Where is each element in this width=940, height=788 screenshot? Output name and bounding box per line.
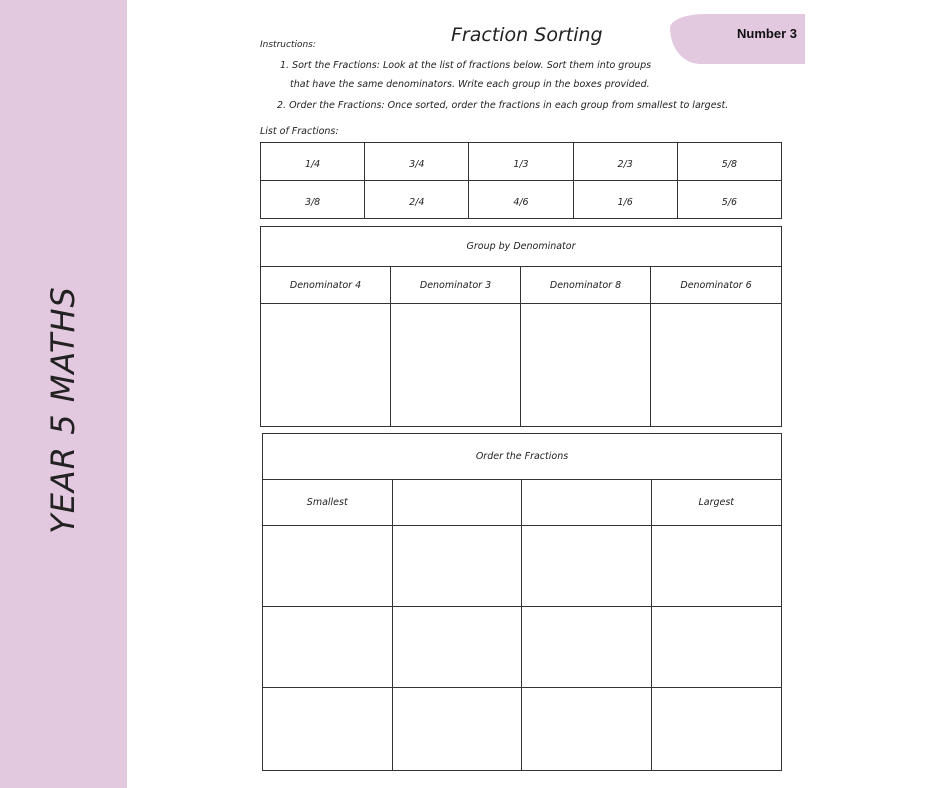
worksheet — [255, 14, 805, 774]
answer-box[interactable] — [263, 607, 393, 687]
fraction-list-heading: List of Fractions: — [260, 126, 339, 137]
group-answer-row — [261, 304, 781, 426]
answer-box[interactable] — [522, 607, 652, 687]
order-column-header — [263, 480, 393, 525]
answer-box[interactable] — [652, 526, 782, 606]
column-label: Denominator 8 — [549, 279, 622, 291]
instructions-heading: Instructions: — [260, 40, 316, 50]
fraction-cell: 5/8 — [721, 159, 738, 170]
order-heading-row — [263, 434, 781, 480]
order-answer-row — [263, 688, 781, 770]
fraction-cell: 1/3 — [513, 159, 529, 170]
fraction-cell: 2/3 — [617, 159, 633, 170]
answer-box[interactable] — [652, 688, 782, 770]
answer-box[interactable] — [263, 526, 393, 606]
instruction-line-3: 2. Order the Fractions: Once sorted, order the fractions in each group from smallest to largest. — [277, 100, 729, 111]
order-heading: Order the Fractions — [475, 451, 569, 462]
order-column-header — [522, 480, 652, 525]
fraction-cell: 3/4 — [409, 159, 425, 170]
fraction-row — [261, 143, 782, 181]
column-label: Smallest — [306, 497, 348, 508]
instruction-line-1: 1. Sort the Fractions: Look at the list of fractions below. Sort them into groups — [280, 60, 652, 71]
order-answer-row — [263, 526, 781, 607]
fraction-cell: 2/4 — [409, 197, 425, 208]
fraction-list-table — [260, 142, 782, 219]
column-label: Denominator 3 — [419, 279, 492, 291]
fraction-cell: 3/8 — [304, 197, 321, 208]
group-column-header — [521, 267, 651, 303]
answer-box[interactable] — [522, 688, 652, 770]
order-fractions-box — [262, 433, 782, 771]
side-label: YEAR 5 MATHS — [44, 286, 82, 534]
fraction-row — [261, 181, 782, 219]
number-tag-label: Number 3 — [737, 26, 797, 41]
order-answer-row — [263, 607, 781, 688]
fraction-cell: 5/6 — [721, 197, 738, 208]
answer-box[interactable] — [521, 304, 651, 426]
order-column-header — [652, 480, 782, 525]
side-band — [0, 0, 127, 788]
instruction-line-2: that have the same denominators. Write each group in the boxes provided. — [290, 79, 650, 90]
column-label: Largest — [698, 497, 735, 508]
answer-box[interactable] — [393, 607, 523, 687]
group-column-header — [391, 267, 521, 303]
order-column-headers — [263, 480, 781, 526]
answer-box[interactable] — [393, 526, 523, 606]
group-by-denominator-box — [260, 226, 782, 427]
group-heading: Group by Denominator — [466, 241, 576, 252]
answer-box[interactable] — [263, 688, 393, 770]
answer-box[interactable] — [651, 304, 781, 426]
answer-box[interactable] — [652, 607, 782, 687]
column-label: Denominator 4 — [289, 279, 362, 291]
fraction-cell: 4/6 — [513, 197, 529, 208]
group-heading-row — [261, 227, 781, 267]
group-column-header — [261, 267, 391, 303]
column-label: Denominator 6 — [680, 279, 752, 291]
number-tag — [670, 14, 805, 64]
group-column-headers — [261, 267, 781, 304]
fraction-cell: 1/6 — [617, 197, 633, 208]
answer-box[interactable] — [261, 304, 391, 426]
group-column-header — [651, 267, 781, 303]
fraction-cell: 1/4 — [304, 159, 321, 170]
answer-box[interactable] — [391, 304, 521, 426]
worksheet-title: Fraction Sorting — [451, 24, 603, 46]
answer-box[interactable] — [393, 688, 523, 770]
answer-box[interactable] — [522, 526, 652, 606]
order-column-header — [393, 480, 523, 525]
